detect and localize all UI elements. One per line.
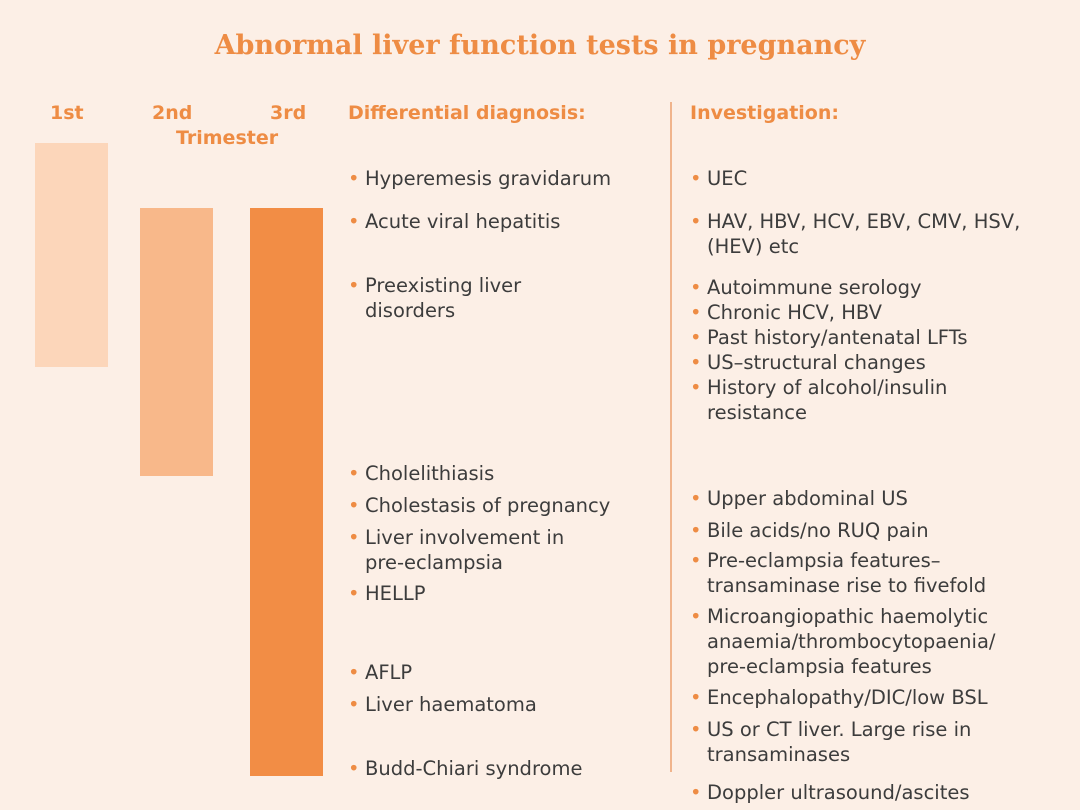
- investigation-header: Investigation:: [690, 102, 839, 124]
- column-divider: [670, 102, 672, 772]
- differential-item-line: • Preexisting liver: [365, 274, 522, 297]
- investigation-item-line: • Chronic HCV, HBV: [707, 301, 882, 324]
- investigation-item: [690, 375, 947, 425]
- investigation-item-line: transaminase rise to fivefold: [707, 574, 987, 597]
- investigation-item-line: • UEC: [707, 167, 748, 190]
- investigation-item: [690, 209, 1020, 259]
- page-title: Abnormal liver function tests in pregnancy: [214, 30, 866, 61]
- investigation-item-line: • History of alcohol/insulin: [707, 376, 948, 399]
- differential-header: Differential diagnosis:: [348, 102, 586, 124]
- investigation-item-line: anaemia/thrombocytopaenia/: [707, 630, 996, 653]
- differential-item-line: pre-eclampsia: [365, 551, 503, 574]
- differential-item: [348, 493, 610, 518]
- trimester-1-bar: [35, 143, 108, 367]
- differential-item: [348, 461, 494, 486]
- investigation-item: [690, 518, 929, 543]
- differential-item: [348, 581, 425, 606]
- investigation-item-line: pre-eclampsia features: [707, 655, 932, 678]
- investigation-item-line: • Microangiopathic haemolytic: [707, 605, 989, 628]
- investigation-item-line: • HAV, HBV, HCV, EBV, CMV, HSV,: [707, 210, 1021, 233]
- differential-item: [348, 166, 611, 191]
- differential-item-line: • Budd-Chiari syndrome: [365, 757, 583, 780]
- investigation-item: [690, 685, 988, 710]
- trimester-1-header: 1st: [50, 102, 84, 124]
- investigation-item: [690, 300, 882, 325]
- trimester-3-bar: [250, 208, 323, 776]
- investigation-item-line: • US or CT liver. Large rise in: [707, 718, 972, 741]
- differential-item-line: • Cholestasis of pregnancy: [365, 494, 611, 517]
- investigation-item-line: • Autoimmune serology: [707, 276, 922, 299]
- differential-item: [348, 273, 521, 323]
- differential-item: [348, 756, 582, 781]
- differential-item-line: • AFLP: [365, 661, 413, 684]
- differential-item-line: • Hyperemesis gravidarum: [365, 167, 612, 190]
- investigation-item-line: • Bile acids/no RUQ pain: [707, 519, 929, 542]
- differential-item: [348, 660, 412, 685]
- differential-item: [348, 692, 537, 717]
- investigation-item-line: • Doppler ultrasound/ascites: [707, 781, 970, 804]
- investigation-item: [690, 604, 995, 679]
- differential-item: [348, 525, 564, 575]
- investigation-item: [690, 548, 986, 598]
- differential-item-line: • HELLP: [365, 582, 426, 605]
- investigation-item-line: resistance: [707, 401, 807, 424]
- investigation-item: [690, 275, 922, 300]
- differential-item-line: • Liver involvement in: [365, 526, 565, 549]
- investigation-item-line: • Encephalopathy/DIC/low BSL: [707, 686, 988, 709]
- investigation-item: [690, 166, 747, 191]
- trimester-3-header: 3rd: [270, 102, 307, 124]
- differential-item-line: • Cholelithiasis: [365, 462, 495, 485]
- investigation-item: [690, 325, 968, 350]
- investigation-item: [690, 350, 926, 375]
- investigation-item-line: • Upper abdominal US: [707, 487, 908, 510]
- differential-item-line: disorders: [365, 299, 456, 322]
- investigation-item-line: • Pre-eclampsia features–: [707, 549, 941, 572]
- trimester-2-bar: [140, 208, 213, 476]
- differential-item-line: • Liver haematoma: [365, 693, 537, 716]
- investigation-item-line: transaminases: [707, 743, 851, 766]
- trimester-label: Trimester: [176, 127, 279, 149]
- differential-item-line: • Acute viral hepatitis: [365, 210, 561, 233]
- investigation-item-line: • Past history/antenatal LFTs: [707, 326, 968, 349]
- investigation-item: [690, 780, 970, 805]
- differential-item: [348, 209, 560, 234]
- trimester-2-header: 2nd: [152, 102, 193, 124]
- investigation-item-line: • US–structural changes: [707, 351, 926, 374]
- investigation-item-line: (HEV) etc: [707, 235, 800, 258]
- investigation-item: [690, 717, 971, 767]
- investigation-item: [690, 486, 908, 511]
